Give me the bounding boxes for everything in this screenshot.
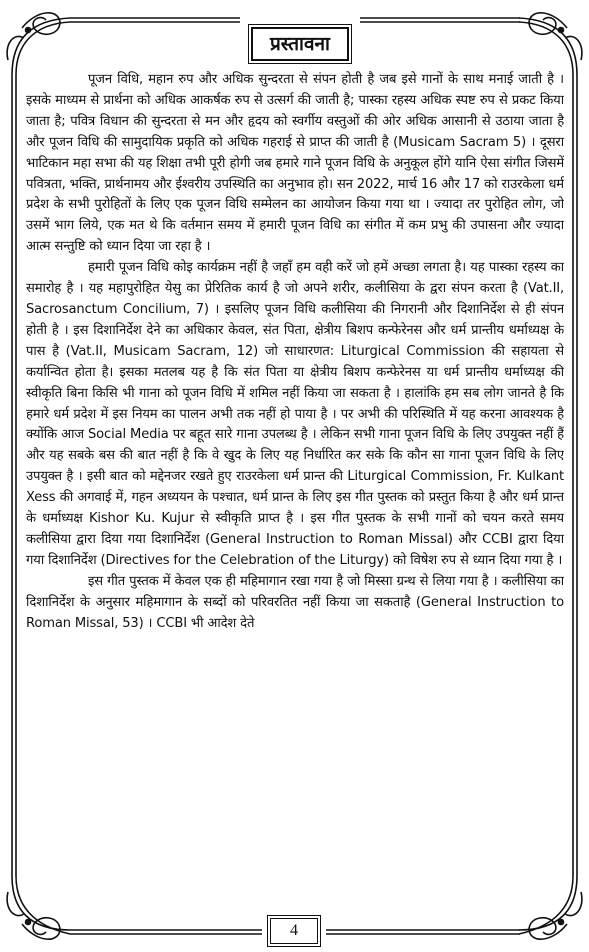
corner-ornament-top-right (519, 13, 582, 75)
preface-body (26, 70, 564, 906)
paragraph-3: इस गीत पुस्तक में केवल एक ही महिमागान रखा गया है जो मिस्सा ग्रन्थ से लिया गया है । कलीसिया का दिशानिर्देश के अनुसार महिमागान के सब्दों को परिवरतित नहीं किया जा सकताहै (General Instruction to Roman Missal, 53) । CCBI भी आदेश देते (26, 573, 564, 631)
corner-ornament-top-left (7, 13, 70, 75)
title-box (251, 27, 349, 61)
page-number: 4 (290, 922, 298, 939)
page-number-box (270, 918, 318, 944)
paragraph-1: पूजन विधि, महान रुप और अधिक सुन्दरता से संपन होती है जब इसे गानों के साथ मनाई जाती है । इसके माध्यम से प्रार्थना को अधिक आकर्षक रुप से उत्सर्ग की जाती है; पास्का रहस्य अधिक स्पष्ट रुप से प्रकट किया जाता है; पवित्र विधान की सुन्दरता से मन और हृदय को स्वर्गीय वस्तुओं की ओर अधिक आसानी से उठाया जाता है और पूजन विधि की सामुदायिक प्रकृति को अधिक गहराई से प्राप्त की जाती है (Musicam Sacram 5) । दूसरा भाटिकान महा सभा की यह शिक्षा तभी पूरी होगी जब हमारे गाने पूजन विधि के अनुकूल होंगे यानि ऐसा संगीत जिसमें पवित्रता, भक्ति, प्रार्थनामय और ईश्वरीय उपस्थिति का अनुभाव हो। सन 2022, मार्च 16 और 17 को राउरकेला धर्म प्रदेश के सभी पुरोहितों के लिए एक पूजन विधि सम्मेलन का आयोजन किया गया था । ज्यादा तर पुरोहित लोग, जो उसमें भाग लिये, एक मत थे कि वर्तमान समय में हमारी पूजन विधि का संगीत में कम प्रभु की उपासना और ज्यादा आत्म सन्तुष्टि को ध्यान दिया जा रहा है । (26, 72, 564, 255)
paragraph-2: हमारी पूजन विधि कोइ कार्यक्रम नहीं है जहाँ हम वही करें जो हमें अच्छा लगता है। यह पास्का रहस्य का समारोह है । यह महापुरोहित येसु का प्रेरितिक कार्य है जो अपने शरीर, कलीसिया के द्वरा संपन करता है (Vat.II, Sacrosanctum Concilium, 7) । इसलिए पूजन विधि कलीसिया की निगरानी और दिशानिर्देश से ही संपन होती है । इस दिशानिर्देश देने का अधिकार केवल, संत पिता, क्षेत्रीय बिशप कन्फेरेनस और धर्म प्रान्तीय धर्माध्यक्ष के पास है (Vat.II, Musicam Sacram, 12) जो साधारणत: Liturgical Commission की सहायता से कर्यान्वित होता है। इसका मतलब यह है कि संत पिता या क्षेत्रीय बिशप कन्फेरेनस या धर्म प्रान्तीय धर्माध्यक्ष की स्वीकृति बिना किसि भी गाना को पूजन विधि में शमिल नहीं किया जा सकता है । हालांकि हम सब लोग जानते है कि हमारे धर्म प्रदेश में इस नियम का पालन अभी तक नहीं हो पाया है । पर अभी की परिस्थिति में यह करना आवश्यक है क्योंकि आज Social Media पर बहूत सारे गाना उपलब्ध है । लेकिन सभी गाना पूजन विधि के लिए उपयुक्त नहीं हैं और यह सबके बस की बात नहीं है कि वे खुद के लिए यह निर्धारित कर सके कि कौन सा गाना पूजन विधि के लिए उपयुक्त है । इसी बात को मद्देनजर रखते हुए राउरकेला धर्म प्रान्त की Liturgical Commission, Fr. Kulkant Xess की अगवाई में, गहन अध्ययन के पश्चात, धर्म प्रान्त के लिए इस गीत पुस्तक को प्रस्तुत किया है और धर्म प्रान्त के धर्माध्यक्ष Kishor Ku. Kujur से स्वीकृति प्राप्त है । इस गीत पुस्तक के सभी गानों को चयन करते समय कलीसिया द्वारा दिया गया दिशानिर्देश (General Instruction to Roman Missal) और CCBI द्वारा दिया गया दिशानिर्देश (Directives for the Celebration of the Liturgy) को विषेश रुप से ध्यान दिया गया है । (26, 260, 564, 568)
page-title: प्रस्तावना (270, 32, 330, 55)
